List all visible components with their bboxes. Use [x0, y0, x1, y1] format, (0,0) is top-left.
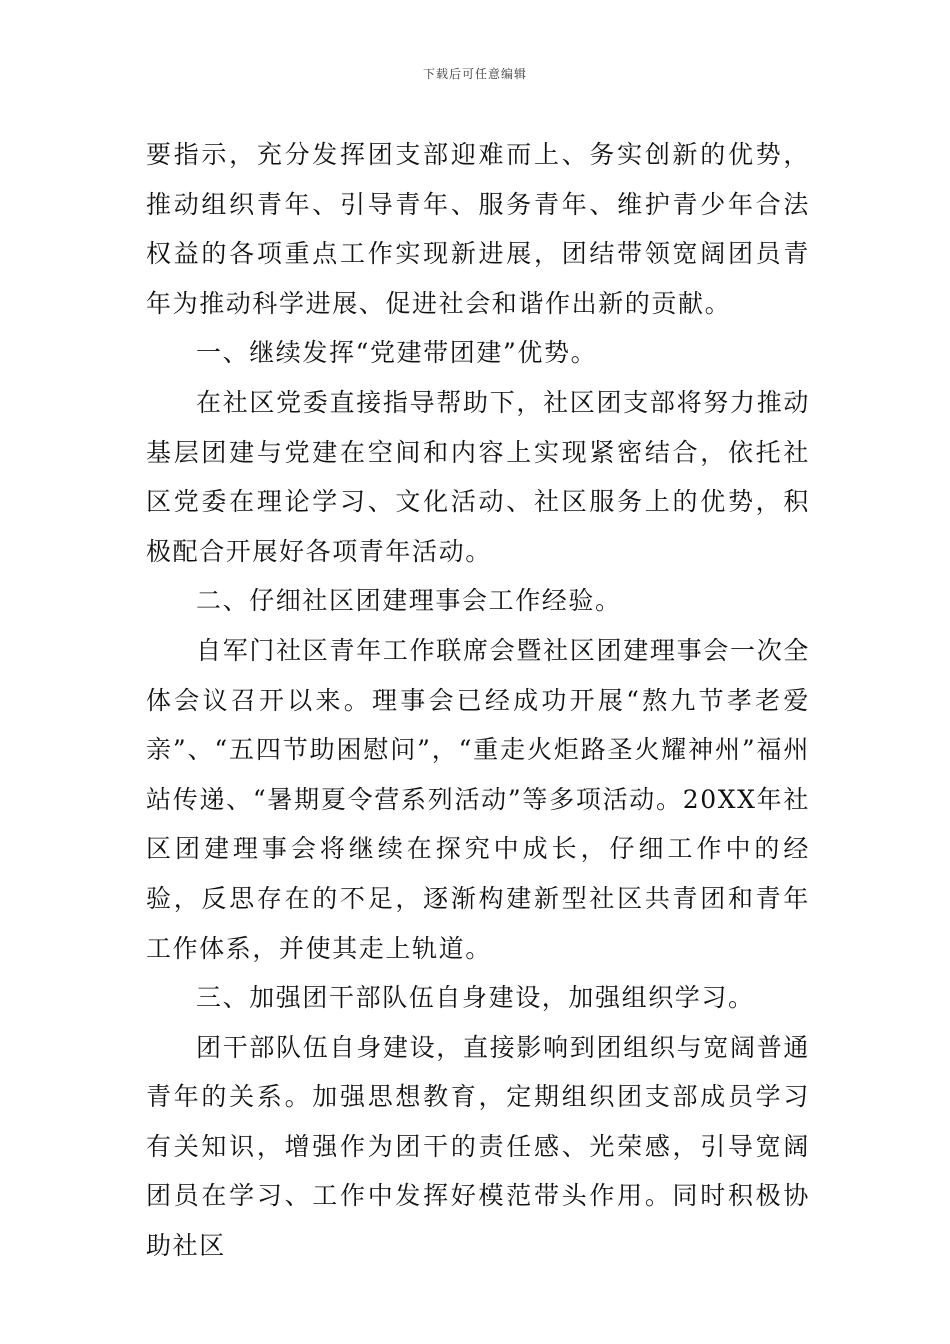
section-heading-2: 二、仔细社区团建理事会工作经验。 [196, 586, 622, 616]
paragraph: 自军门社区青年工作联席会暨社区团建理事会一次全体会议召开以来。理事会已经成功开展“熬九节孝老爱亲”、“五四节助困慰问”，“重走火炬路圣火耀神州”福州站传递、“暑期夏令营系列活动”等多项活动。20XX年社区团建理事会将继续在探究中成长，仔细工作中的经验，反思存在的不足，逐渐构建新型社区共青团和青年工作体系，并使其走上轨道。 [146, 635, 810, 963]
section-heading-3: 三、加强团干部队伍自身建设，加强组织学习。 [196, 983, 755, 1013]
paragraph: 在社区党委直接指导帮助下，社区团支部将努力推动基层团建与党建在空间和内容上实现紧密结合，依托社区党委在理论学习、文化活动、社区服务上的优势，积极配合开展好各项青年活动。 [146, 387, 810, 566]
paragraph-continuation: 要指示，充分发挥团支部迎难而上、务实创新的优势，推动组织青年、引导青年、服务青年、维护青少年合法权益的各项重点工作实现新进展，团结带领宽阔团员青年为推动科学进展、促进社会和谐作出新的贡献。 [146, 140, 810, 318]
document-body [146, 130, 810, 1271]
page-header: 下载后可任意编辑 [422, 67, 527, 81]
section-heading-1: 一、继续发挥“党建带团建”优势。 [196, 338, 598, 368]
paragraph: 团干部队伍自身建设，直接影响到团组织与宽阔普通青年的关系。加强思想教育，定期组织团支部成员学习有关知识，增强作为团干的责任感、光荣感，引导宽阔团员在学习、工作中发挥好模范带头作用。同时积极协助社区 [146, 1032, 810, 1261]
